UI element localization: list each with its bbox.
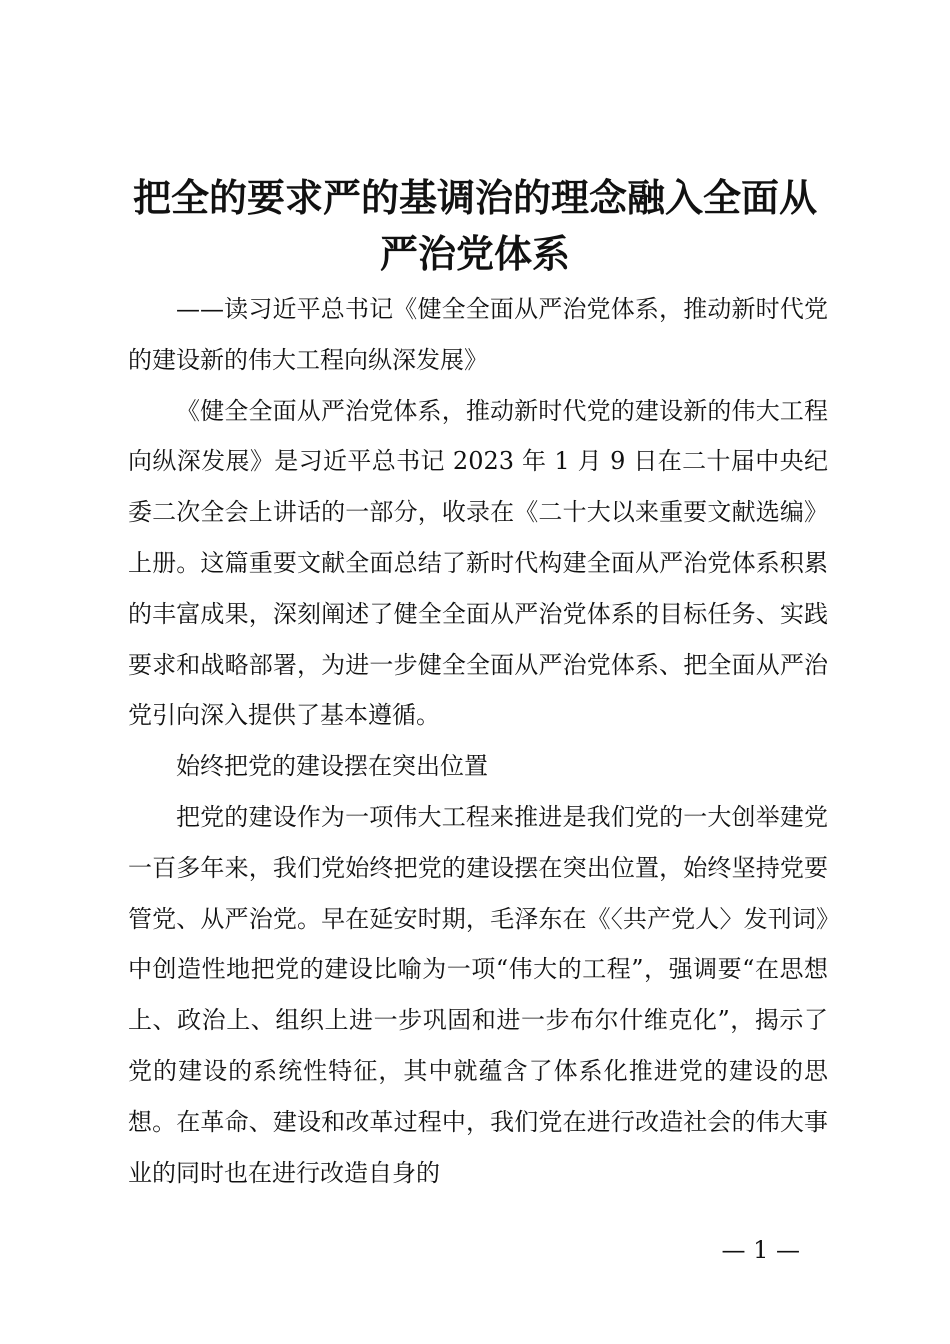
section-heading: 始终把党的建设摆在突出位置 [176, 752, 488, 781]
intro-paragraph: 《健全全面从严治党体系，推动新时代党的建设新的伟大工程向纵深发展》是习近平总书记 2023 年 1 月 9 日在二十届中央纪委二次全会上讲话的一部分，收录在《二十大以来重要文献选编》上册。这篇重要文献全面总结了新时代构建全面从严治党体系积累的丰富成果，深刻阐述了健全全面从严治党体系的目标任务、实践要求和战略部署，为进一步健全全面从严治党体系、把全面从严治党引向深入提供了基本遵循。 [128, 396, 828, 730]
page-number: — 1 — [721, 1236, 800, 1264]
subtitle-paragraph: ——读习近平总书记《健全全面从严治党体系，推动新时代党的建设新的伟大工程向纵深发展》 [128, 295, 828, 374]
document-title: 把全的要求严的基调治的理念融入全面从严治党体系 [132, 176, 817, 276]
document-body [128, 284, 828, 1198]
body-paragraph: 把党的建设作为一项伟大工程来推进是我们党的一大创举建党一百多年来，我们党始终把党的建设摆在突出位置，始终坚持党要管党、从严治党。早在延安时期，毛泽东在《〈共产党人〉发刊词》中创造性地把党的建设比喻为一项“伟大的工程”，强调要“在思想上、政治上、组织上进一步巩固和进一步布尔什维克化”，揭示了党的建设的系统性特征，其中就蕴含了体系化推进党的建设的思想。在革命、建设和改革过程中，我们党在进行改造社会的伟大事业的同时也在进行改造自身的 [128, 802, 828, 1187]
